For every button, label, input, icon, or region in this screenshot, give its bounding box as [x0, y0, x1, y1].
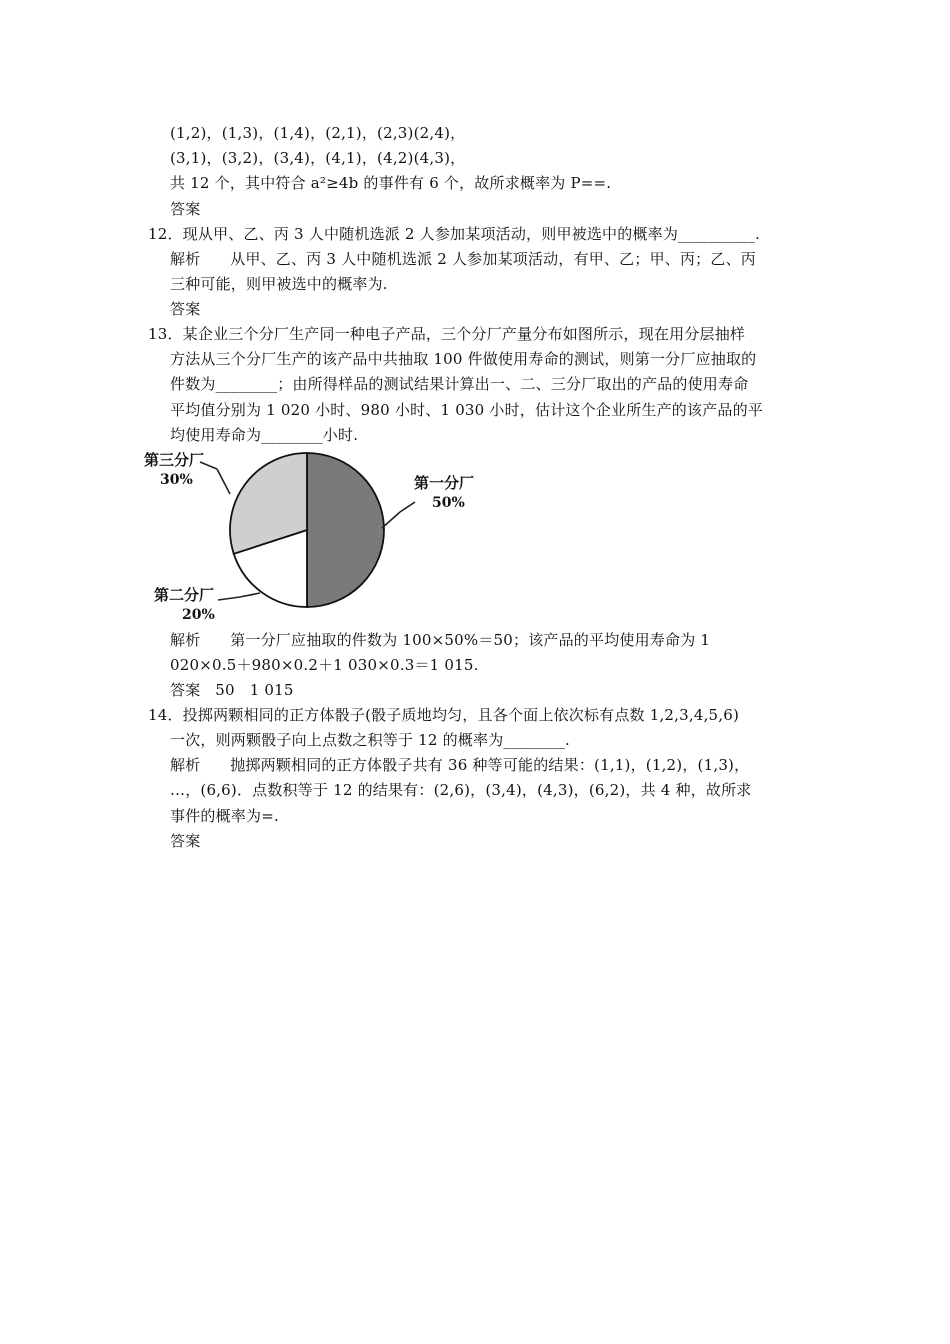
- q14-solution-3: 事件的概率为=.: [170, 807, 279, 825]
- q14-solution-2: …，(6,6)．点数积等于 12 的结果有：(2,6)，(3,4)，(4,3)，(6,2)，共 4 种，故所求: [170, 781, 752, 799]
- q14-solution-1: 解析 抛掷两颗相同的正方体骰子共有 36 种等可能的结果：(1,1)，(1,2)，(1,3)，: [170, 756, 750, 774]
- question-14-line-1: 14．投掷两颗相同的正方体骰子(骰子质地均匀，且各个面上依次标有点数 1,2,3,4,5,6): [148, 706, 740, 724]
- label-third-factory: 第三分厂: [144, 451, 205, 469]
- q13-solution-2: 020×0.5＋980×0.2＋1 030×0.3＝1 015.: [170, 656, 479, 674]
- pairs-line-1: (1,2)，(1,3)，(1,4)，(2,1)，(2,3)(2,4)，: [170, 124, 466, 142]
- question-12: 12．现从甲、乙、丙 3 人中随机选派 2 人参加某项活动，则甲被选中的概率为__________.: [148, 225, 761, 243]
- q12-solution-2: 三种可能，则甲被选中的概率为.: [170, 275, 388, 293]
- q13-answer: 答案 50 1 015: [170, 681, 294, 699]
- q12-answer: 答案: [170, 300, 201, 318]
- pct-third-factory: 30%: [160, 472, 193, 488]
- pct-first-factory: 50%: [432, 495, 465, 511]
- slice-first-factory: [307, 453, 384, 607]
- question-14-line-2: 一次，则两颗骰子向上点数之积等于 12 的概率为________.: [170, 731, 570, 749]
- q12-solution-1: 解析 从甲、乙、丙 3 人中随机选派 2 人参加某项活动，有甲、乙；甲、丙；乙、丙: [170, 250, 756, 268]
- q14-answer: 答案: [170, 832, 201, 850]
- leader-line-first-2: [400, 502, 415, 512]
- question-13-line-1: 13．某企业三个分厂生产同一种电子产品，三个分厂产量分布如图所示，现在用分层抽样: [148, 325, 746, 343]
- leader-line-first: [382, 512, 400, 528]
- pairs-line-2: (3,1)，(3,2)，(3,4)，(4,1)，(4,2)(4,3)，: [170, 149, 466, 167]
- probability-line: 共 12 个，其中符合 a²≥4b 的事件有 6 个，故所求概率为 P==.: [170, 174, 612, 192]
- question-13-line-4: 平均值分别为 1 020 小时、980 小时、1 030 小时，估计这个企业所生产的该产品的平: [170, 401, 763, 419]
- label-first-factory: 第一分厂: [414, 474, 475, 492]
- leader-line-second: [240, 593, 260, 597]
- pct-second-factory: 20%: [182, 607, 215, 623]
- q13-solution-1: 解析 第一分厂应抽取的件数为 100×50%＝50；该产品的平均使用寿命为 1: [170, 631, 711, 649]
- question-13-line-5: 均使用寿命为________小时.: [170, 426, 359, 444]
- leader-line-third: [217, 469, 230, 494]
- question-13-line-3: 件数为________；由所得样品的测试结果计算出一、二、三分厂取出的产品的使用寿命: [170, 375, 749, 393]
- pie-chart: [130, 442, 500, 622]
- answer-label: 答案: [170, 200, 201, 218]
- question-13-line-2: 方法从三个分厂生产的该产品中共抽取 100 件做使用寿命的测试，则第一分厂应抽取的: [170, 350, 757, 368]
- label-second-factory: 第二分厂: [154, 586, 215, 604]
- leader-line-second-2: [218, 597, 240, 600]
